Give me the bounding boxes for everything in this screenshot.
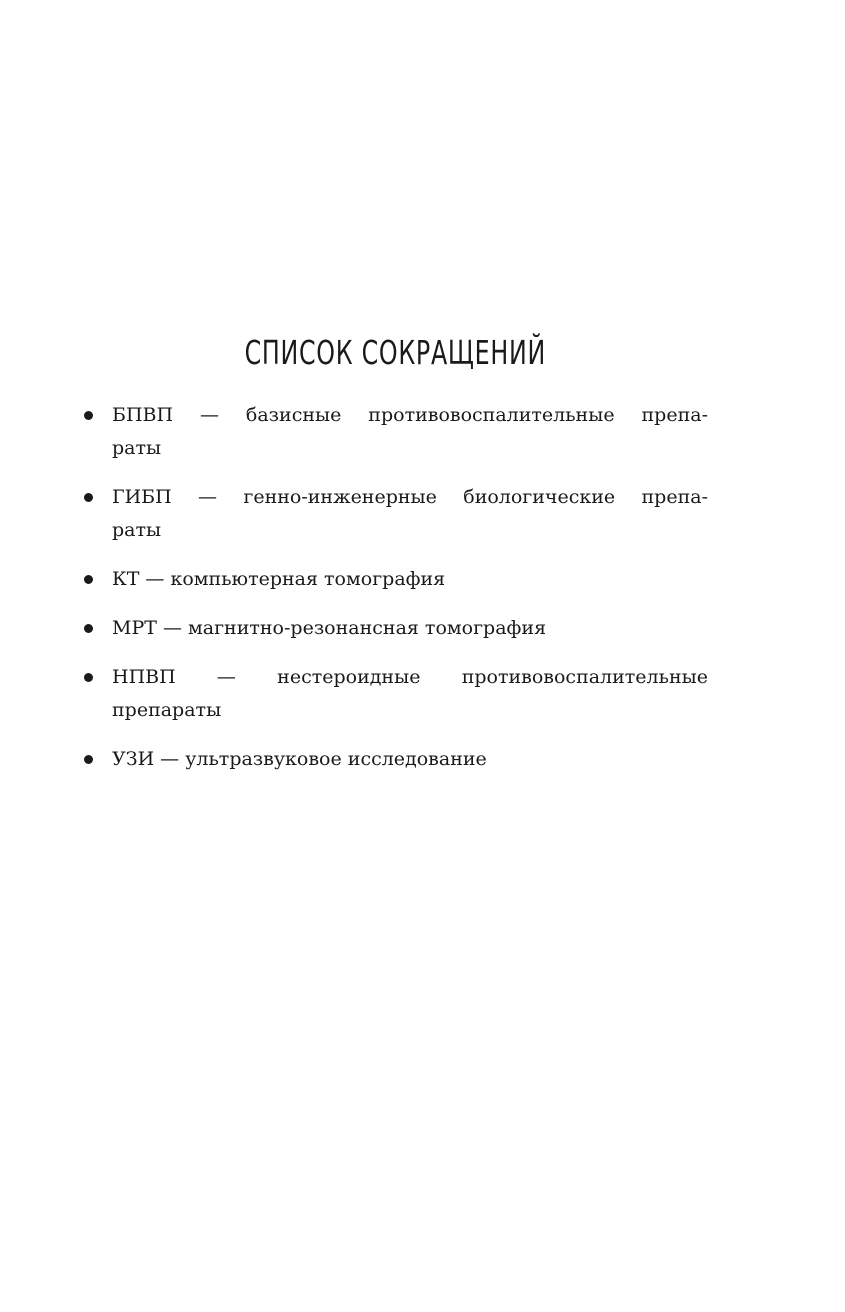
list-item (82, 481, 708, 547)
page-title: СПИСОК СОКРАЩЕНИЙ (244, 333, 546, 372)
list-item-text: НПВП — нестероидные противовоспалительные (112, 666, 708, 688)
list-item (82, 661, 708, 727)
list-item (82, 612, 708, 645)
list-item-text-continued: раты (112, 519, 162, 541)
bullet-icon (84, 673, 93, 682)
list-item (82, 743, 708, 776)
bullet-icon (84, 575, 93, 584)
list-item-text: БПВП — базисные противовоспалительные препа- (112, 404, 708, 426)
list-item-text: УЗИ — ультразвуковое исследование (112, 748, 487, 770)
list-item-text: ГИБП — генно-инженерные биологические препа- (112, 486, 708, 508)
list-item (82, 399, 708, 465)
list-item-text: КТ — компьютерная томография (112, 568, 446, 590)
list-item-text-continued: препараты (112, 699, 222, 721)
abbreviation-list (82, 399, 708, 792)
bullet-icon (84, 411, 93, 420)
list-item-text-continued: раты (112, 437, 162, 459)
list-item (82, 563, 708, 596)
list-item-text: МРТ — магнитно-резонансная томография (112, 617, 547, 639)
bullet-icon (84, 624, 93, 633)
bullet-icon (84, 493, 93, 502)
bullet-icon (84, 755, 93, 764)
